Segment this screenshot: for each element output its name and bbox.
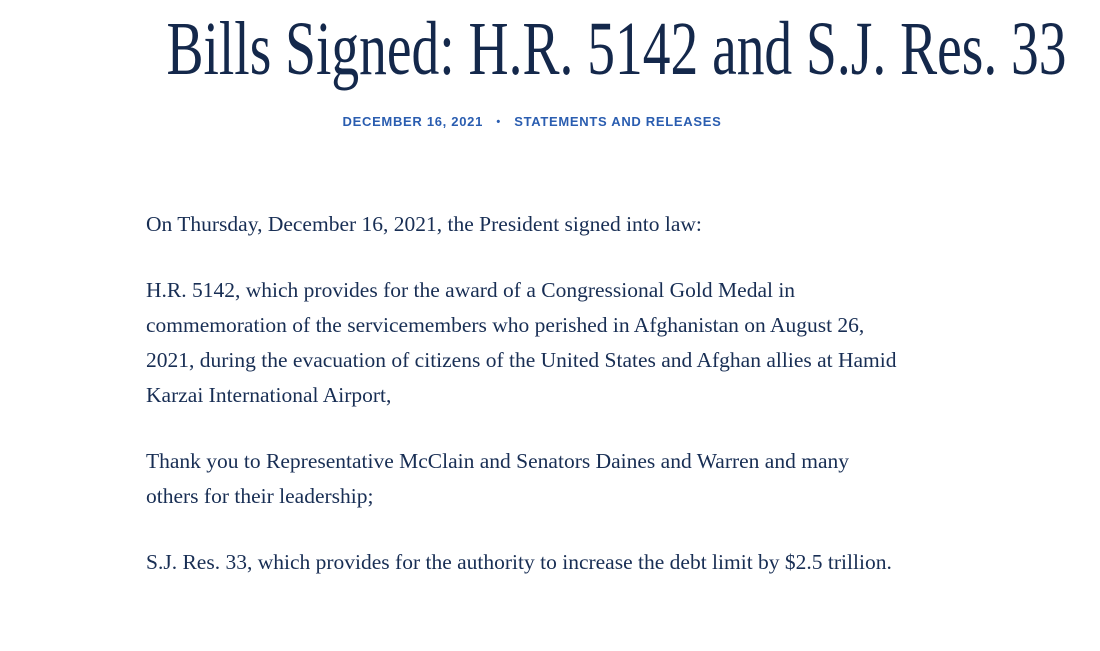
meta-separator-dot: • (496, 116, 501, 128)
publish-date: DECEMBER 16, 2021 (342, 114, 484, 129)
press-release-page (0, 7, 1100, 651)
page-title (0, 7, 1067, 91)
paragraph-sjres33: S.J. Res. 33, which provides for the authority to increase the debt limit by $2.5 trillion. (146, 550, 892, 574)
paragraph-intro: On Thursday, December 16, 2021, the President signed into law: (146, 212, 702, 236)
page-title-text: Bills Signed: H.R. 5142 and S.J. Res. 33 (166, 7, 1067, 91)
article-body (146, 207, 898, 580)
article-header (0, 7, 1100, 129)
category-link[interactable]: STATEMENTS AND RELEASES (514, 114, 722, 129)
article-meta (0, 114, 1064, 129)
paragraph-thanks: Thank you to Representative McClain and Senators Daines and Warren and many others for their leadership; (146, 449, 849, 508)
paragraph-hr5142: H.R. 5142, which provides for the award of a Congressional Gold Medal in commemoration of the servicemembers who perished in Afghanistan on August 26, 2021, during the evacuation of citizens of the United States and Afghan allies at Hamid Karzai International Airport, (146, 278, 897, 407)
